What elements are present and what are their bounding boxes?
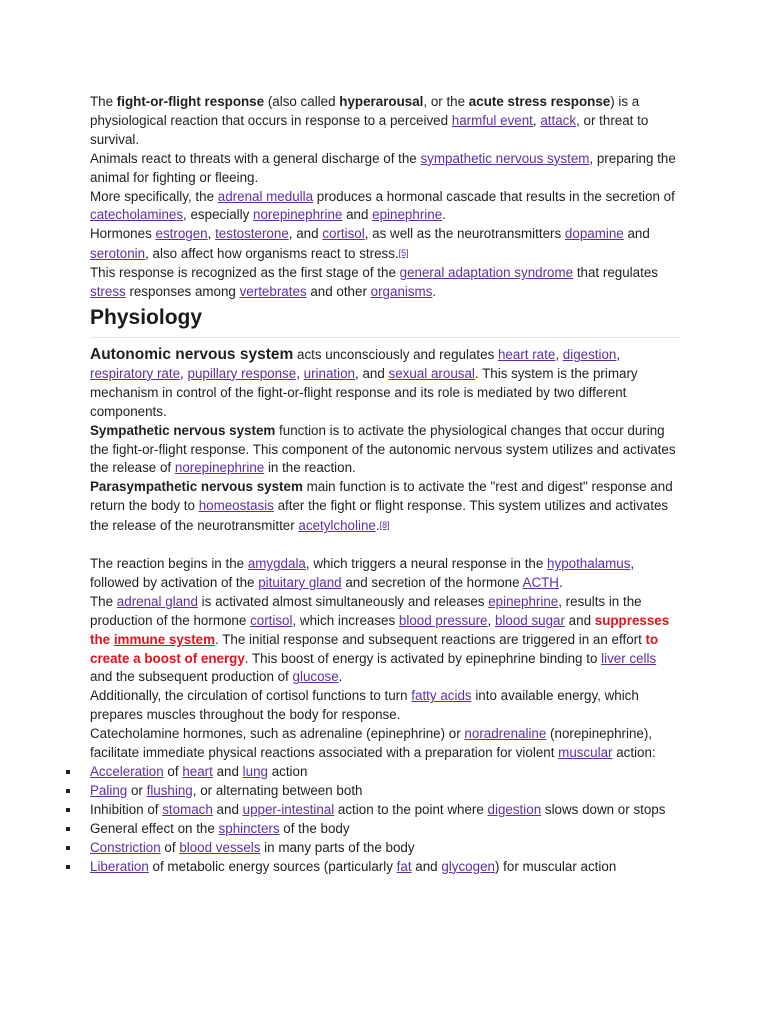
body-text: and [564,612,595,628]
body-text: ) for muscular action [494,858,617,874]
bold-term: hyperarousal [339,94,424,109]
body-text: slows down or stops [541,801,666,817]
highlighted-text: suppresses the [90,612,670,647]
body-text: , and [288,226,323,242]
citation-link[interactable]: [5] [398,248,409,259]
body-text: (also called [264,94,340,109]
body-text: and [212,764,243,779]
inline-link[interactable]: lung [242,764,268,779]
body-text: More specifically, the [90,188,218,204]
inline-link[interactable]: Acceleration [90,764,164,779]
body-text: , as well as the neurotransmitters [364,226,565,242]
body-text: , [180,365,188,381]
inline-link[interactable]: attack [540,112,577,128]
bullet-item [90,820,680,839]
body-text: . This boost of energy is activated by epinephrine binding to [244,650,602,666]
body-text: , [487,612,495,628]
body-text: , or the [423,94,469,109]
body-text: , [555,346,563,362]
bold-term: Sympathetic nervous system [90,422,276,438]
body-text: (norepinephrine), facilitate immediate physical reactions associated with a preparation for violent [90,726,653,761]
inline-link[interactable]: Liberation [90,858,149,874]
body-text: in many parts of the body [260,839,415,855]
bullet-item [90,782,680,801]
inline-link[interactable]: liver cells [601,650,657,666]
body-text: . [375,518,380,534]
inline-link[interactable]: cortisol [250,612,293,628]
reaction-paragraph-2 [90,593,680,688]
inline-link[interactable]: blood pressure [398,612,488,628]
body-text: into available energy, which prepares muscles throughout the body for response. [90,688,639,723]
inline-link[interactable]: catecholamines [90,207,184,223]
body-text: , results in the production of the hormone [90,593,642,628]
body-text: Inhibition of [90,801,163,817]
inline-link[interactable]: upper-intestinal [242,801,335,817]
bullet-item [90,839,680,858]
body-text: Catecholamine hormones, such as adrenaline (epinephrine) or [90,726,465,742]
subheading-text: Autonomic nervous system [90,345,294,363]
body-text: Hormones [90,226,156,242]
section-heading-physiology: Physiology [90,305,680,338]
body-text: The reaction begins in the [90,556,248,572]
body-text: Animals react to threats with a general discharge of the [90,150,421,166]
body-text: . [558,574,563,590]
body-text: , or alternating between both [192,782,363,798]
body-text: acts unconsciously and regulates [293,346,498,362]
body-text: of metabolic energy sources (particularly [148,858,397,874]
inline-link[interactable]: cortisol [322,226,365,242]
inline-link[interactable]: Constriction [90,839,161,855]
body-text: This response is recognized as the first stage of the [90,265,400,281]
inline-link[interactable]: digestion [562,346,617,362]
body-text: is activated almost simultaneously and releases [197,593,489,609]
inline-link[interactable]: respiratory rate [90,365,181,381]
body-text: ) is a physiological reaction that occurs in response to a perceived [90,94,640,128]
inline-link[interactable]: muscular [558,745,613,761]
inline-link[interactable]: pituitary gland [258,574,342,590]
body-text: . The initial response and subsequent reactions are triggered in an effort [215,631,646,647]
body-text: Additionally, the circulation of cortisol functions to turn [90,688,412,704]
body-text: , [532,112,541,128]
body-text: and [212,801,243,817]
inline-link[interactable]: hypothalamus [547,556,631,572]
inline-link[interactable]: blood sugar [494,612,565,628]
body-text: The [90,593,117,609]
article [90,93,680,876]
body-text: . [442,207,446,223]
body-text: , or threat to survival. [90,112,649,147]
body-text: function is to activate the physiological changes that occur during the fight-or-flight response. This component of the autonomic nervous system utilizes and activates the release of [90,422,676,476]
inline-link[interactable]: organisms [370,284,433,300]
inline-link[interactable]: heart rate [497,346,556,362]
intro-paragraph-5 [90,264,680,302]
body-text: , which triggers a neural response in the [305,556,548,572]
inline-link[interactable]: flushing [146,782,193,798]
paragraph-spacer [90,536,680,555]
sympathetic-paragraph [90,422,680,479]
body-text: of [163,764,183,779]
inline-link[interactable]: noradrenaline [464,726,547,742]
inline-link[interactable]: Paling [90,782,128,798]
body-text: of the body [279,820,350,836]
inline-link[interactable]: epinephrine [488,593,559,609]
body-text: and [342,207,373,223]
body-text: General effect on the [90,820,219,836]
parasympathetic-paragraph [90,478,680,536]
inline-link[interactable]: pupillary response [187,365,297,381]
body-text: after the fight or flight response. This system utilizes and activates the release of the neurotransmitter [90,498,669,534]
body-text: and the subsequent production of [90,669,293,685]
inline-link[interactable]: epinephrine [372,207,443,223]
body-text: action: [612,745,656,761]
inline-link[interactable]: adrenal medulla [217,188,314,204]
body-text: , and [355,365,389,381]
body-text: and [623,226,650,242]
body-text: , also affect how organisms react to stress. [145,246,399,262]
intro-paragraph-4 [90,225,680,264]
body-text: of [160,839,180,855]
intro-paragraph-1 [90,93,680,150]
inline-link[interactable]: immune system [113,631,216,647]
inline-link[interactable]: fat [396,858,412,874]
inline-link[interactable]: glycogen [441,858,495,874]
bullet-item [90,763,680,782]
inline-link[interactable]: sphincters [218,820,280,836]
inline-link[interactable]: stomach [162,801,213,817]
body-text: responses among [125,284,240,300]
body-text: The [90,94,117,109]
body-text: , [616,346,621,362]
body-text: and other [306,284,371,300]
body-text: . [432,284,437,300]
body-text: main function is to activate the "rest and digest" response and return the body to [90,479,673,514]
body-text: that regulates [573,265,658,281]
inline-link[interactable]: estrogen [155,226,208,242]
body-text: or [127,782,147,798]
citation-link[interactable]: [8] [379,520,390,531]
bold-term: fight-or-flight response [116,94,265,109]
inline-link[interactable]: dopamine [564,226,624,242]
body-text: , followed by activation of the [90,556,635,590]
inline-link[interactable]: ACTH [522,574,559,590]
inline-link[interactable]: fatty acids [411,688,472,704]
inline-link[interactable]: norepinephrine [174,460,265,476]
body-text: in the reaction. [264,460,356,476]
effects-bullet-list [90,763,680,876]
bold-term: Parasympathetic nervous system [90,479,303,495]
inline-link[interactable]: stress [90,284,126,300]
inline-link[interactable]: sexual arousal [388,365,475,381]
body-text: , especially [183,207,254,223]
inline-link[interactable]: acetylcholine [298,518,376,534]
body-text: produces a hormonal cascade that results in the secretion of [313,188,675,204]
inline-link[interactable]: vertebrates [239,284,307,300]
reaction-paragraph-4 [90,725,680,763]
inline-link[interactable]: sympathetic nervous system [420,150,590,166]
inline-link[interactable]: blood vessels [179,839,261,855]
body-text: . [338,669,343,685]
inline-link[interactable]: amygdala [247,556,306,572]
inline-link[interactable]: norepinephrine [253,207,343,223]
inline-link[interactable]: heart [182,764,213,779]
reaction-paragraph-3 [90,687,680,725]
inline-link[interactable]: homeostasis [198,498,274,514]
highlighted-text: to create a boost of energy [90,631,659,666]
body-text: , preparing the animal for fighting or fleeing. [90,150,676,185]
autonomic-paragraph [90,346,680,422]
bullet-item [90,858,680,877]
inline-link[interactable]: serotonin [90,246,146,262]
intro-paragraph-3 [90,188,680,226]
inline-link[interactable]: adrenal gland [116,593,198,609]
inline-link[interactable]: digestion [487,801,542,817]
bullet-item [90,801,680,820]
body-text: and [411,858,442,874]
reaction-paragraph-1 [90,555,680,593]
body-text: , [296,365,304,381]
body-text: , which increases [292,612,399,628]
bold-term: acute stress response [468,94,611,109]
body-text: , [207,226,216,242]
inline-link[interactable]: urination [303,365,356,381]
body-text: and secretion of the hormone [341,574,523,590]
inline-link[interactable]: glucose [292,669,339,685]
intro-paragraph-2 [90,150,680,188]
inline-link[interactable]: testosterone [215,226,289,242]
inline-link[interactable]: harmful event [451,112,533,128]
body-text: . This system is the primary mechanism in control of the fight-or-flight response and its role is mediated by two different components. [90,365,638,419]
inline-link[interactable]: general adaptation syndrome [399,265,574,281]
body-text: action to the point where [334,801,488,817]
body-text: action [267,764,308,779]
